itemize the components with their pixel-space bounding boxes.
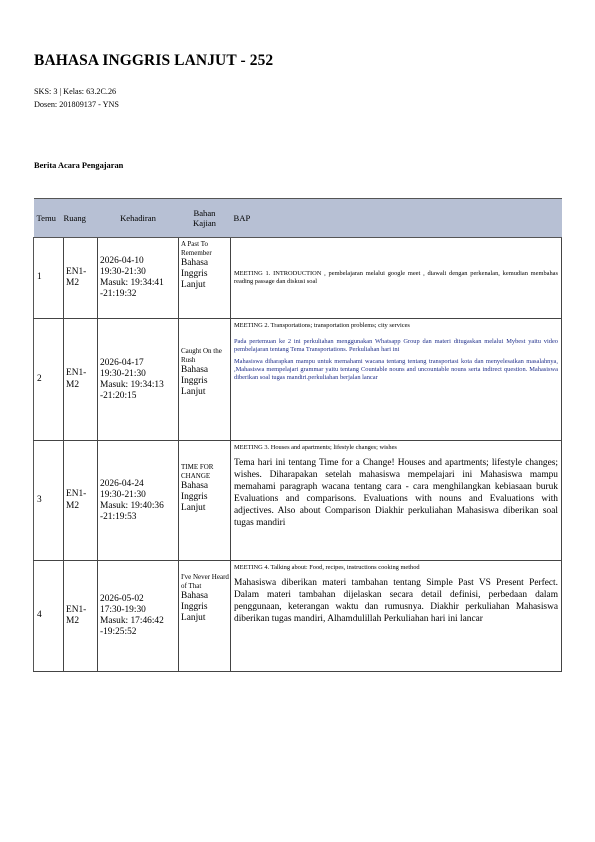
date: 2026-04-10 — [100, 256, 144, 266]
room: EN1-M2 — [64, 238, 98, 319]
meeting-number: 2 — [34, 319, 64, 441]
table-row — [34, 561, 562, 672]
bap-paragraph: Pada pertemuan ke 2 ini perkuliahan menggunakan Whatsapp Group dan materi ditugaskan melalui Mybest yaitu video pembelajaran tentang Tema Transportations. Perkuliahan hari ini — [234, 338, 558, 354]
bap-text — [234, 338, 558, 382]
bap-table — [33, 198, 562, 672]
topic-name: Caught On the Rush — [181, 347, 222, 364]
topic-cell — [179, 319, 231, 441]
table-header-row — [34, 199, 562, 238]
bap-paragraph: Mahasiswa diharapkan mampu untuk memahami wacana tentang tentang transportasi kota dan menyelesaikan masalahnya, ,Mahasiswa mempelajari grammar yaitu tentang Countable nouns and uncountable nouns serta indirect question. Mahasiswa diberikan soal tugas mandiri.perkuliahan berjalan lancar — [234, 358, 558, 382]
date: 2026-05-02 — [100, 594, 144, 604]
bap-text: Tema hari ini tentang Time for a Change! Houses and apartments; lifestyle changes; wishes. Diharapakan setelah mahasiswa mempelajari ini Mahasiswa mampu memahami paragraph wacana tentang cara - cara menghilangkan kebiasaan buruk Evaluations and comparisons. Evaluations with nouns and Evaluations with adjectives. Also about Comparison Diakhir perkuliahan Mahasiswa diberikan soal tugas mandiri — [234, 458, 558, 528]
meeting-number: 1 — [34, 238, 64, 319]
course-name: Bahasa Inggris Lanjut — [181, 365, 209, 398]
check-out: -19:25:52 — [100, 627, 137, 637]
bap-heading: MEETING 3. Houses and apartments; lifestyle changes; wishes — [234, 444, 397, 451]
course-name: Bahasa Inggris Lanjut — [181, 258, 209, 291]
check-in: Masuk: 19:34:13 — [100, 379, 164, 390]
date: 2026-04-17 — [100, 357, 144, 368]
attendance — [98, 441, 179, 561]
bap-cell — [231, 238, 562, 319]
attendance — [98, 238, 179, 319]
check-out: -21:20:15 — [100, 390, 137, 401]
course-name: Bahasa Inggris Lanjut — [181, 591, 209, 624]
topic-cell — [179, 238, 231, 319]
meeting-number: 3 — [34, 441, 64, 561]
topic-cell — [179, 561, 231, 672]
header-bap: BAP — [231, 199, 562, 238]
check-out: -21:19:32 — [100, 289, 137, 299]
page-title: BAHASA INGGRIS LANJUT - 252 — [34, 52, 274, 69]
table-row — [34, 238, 562, 319]
header-ruang: Ruang — [64, 199, 98, 238]
topic-name: A Past To Remember — [181, 240, 212, 257]
header-kehadiran: Kehadiran — [98, 199, 179, 238]
header-kajian: Kajian — [193, 218, 216, 228]
course-name: Bahasa Inggris Lanjut — [181, 481, 209, 514]
check-in: Masuk: 17:46:42 — [100, 616, 164, 626]
room: EN1-M2 — [64, 319, 98, 441]
header-bahan-kajian — [179, 199, 231, 238]
bap-text: MEETING 1. INTRODUCTION , pembelajaran melalui google meet , diawali dengan perkenalan, kemudian membahas reading passage dan diskusi soal — [234, 269, 558, 285]
bap-cell — [231, 561, 562, 672]
check-out: -21:19:53 — [100, 511, 137, 522]
topic-cell — [179, 441, 231, 561]
header-bahan: Bahan — [193, 208, 216, 218]
bap-cell — [231, 319, 562, 441]
bap-heading: MEETING 2. Transportations; transportation problems; city services — [234, 322, 410, 329]
attendance — [98, 319, 179, 441]
bap-text: Mahasiswa diberikan materi tambahan tentang Simple Past VS Present Perfect. Dalam materi tambahan dijelaskan secara detail definisi, perbedaan dalam penggunaan, keterangan waktu dan rumusnya. Diakhir perkuliahan Mahasiswa diberikan tugas mandiri, Alhamdulillah Perkuliahan hari ini lancar — [234, 578, 558, 624]
meeting-number: 4 — [34, 561, 64, 672]
lecturer-info: Dosen: 201809137 - YNS — [34, 100, 119, 109]
bap-cell — [231, 441, 562, 561]
date: 2026-04-24 — [100, 478, 144, 489]
header-temu: Temu — [34, 199, 64, 238]
topic-name: TIME FOR CHANGE — [181, 463, 214, 480]
attendance — [98, 561, 179, 672]
time: 19:30-21:30 — [100, 368, 146, 379]
room: EN1-M2 — [64, 561, 98, 672]
time: 19:30-21:30 — [100, 267, 146, 277]
section-title: Berita Acara Pengajaran — [34, 161, 124, 170]
bap-heading: MEETING 4. Talking about: Food, recipes, instructions cooking method — [234, 564, 420, 571]
check-in: Masuk: 19:34:41 — [100, 278, 164, 288]
course-info: SKS: 3 | Kelas: 63.2C.26 — [34, 87, 117, 96]
check-in: Masuk: 19:40:36 — [100, 500, 164, 511]
room: EN1-M2 — [64, 441, 98, 561]
topic-name: I've Never Heard of That — [181, 573, 229, 590]
table-row — [34, 319, 562, 441]
time: 17:30-19:30 — [100, 605, 146, 615]
time: 19:30-21:30 — [100, 489, 146, 500]
table-row — [34, 441, 562, 561]
